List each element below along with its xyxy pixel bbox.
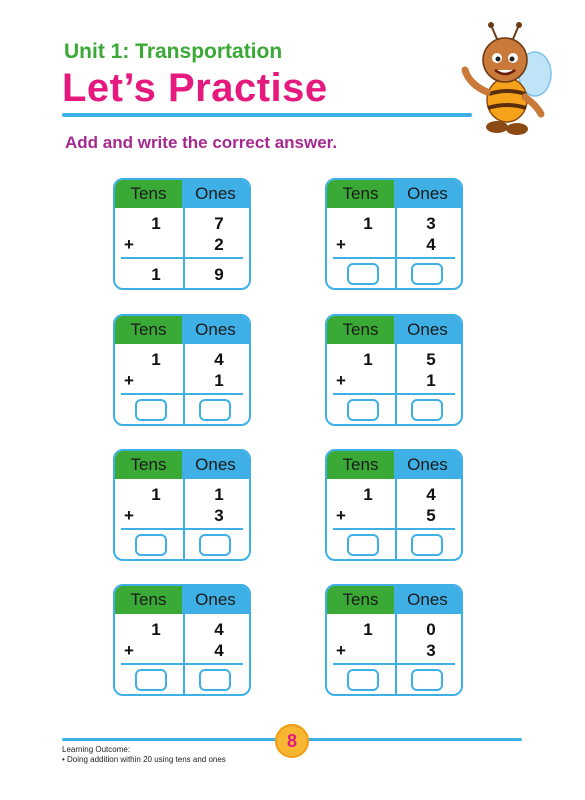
card-header: [115, 180, 249, 208]
card-header: [327, 586, 461, 614]
sum-line: [333, 393, 455, 395]
tens-header: Tens: [115, 180, 182, 208]
tens-header: Tens: [327, 451, 394, 479]
column-divider: [395, 208, 397, 290]
learning-outcome-item: • Doing addition within 20 using tens and ones: [62, 755, 226, 764]
answer-tens-box[interactable]: [347, 263, 379, 285]
addend-ones: 4: [426, 485, 436, 504]
answer-ones-box[interactable]: [199, 534, 231, 556]
plus-sign: +: [124, 371, 134, 390]
bee-mascot-icon: [455, 22, 555, 137]
ones-header: Ones: [182, 316, 249, 344]
title-divider: [62, 113, 472, 117]
ones-header: Ones: [182, 586, 249, 614]
addend-ones: 4: [214, 350, 224, 369]
ones-header: Ones: [394, 180, 461, 208]
sum-line: [333, 528, 455, 530]
tens-header: Tens: [115, 316, 182, 344]
plus-sign: +: [124, 506, 134, 525]
addend-tens: 1: [363, 620, 373, 639]
column-divider: [395, 479, 397, 561]
sum-line: [333, 663, 455, 665]
addend2-ones: 1: [426, 371, 436, 390]
tens-header: Tens: [327, 586, 394, 614]
addend-tens: 1: [151, 620, 161, 639]
answer-tens: 1: [151, 265, 161, 284]
addition-card: [113, 314, 251, 426]
column-divider: [183, 614, 185, 696]
addend2-ones: 5: [426, 506, 436, 525]
sum-line: [121, 393, 243, 395]
addition-card: [325, 584, 463, 696]
answer-ones-box[interactable]: [411, 669, 443, 691]
answer-tens-box[interactable]: [347, 534, 379, 556]
addend-tens: 1: [151, 350, 161, 369]
sum-line: [121, 663, 243, 665]
answer-ones-box[interactable]: [411, 263, 443, 285]
card-header: [115, 586, 249, 614]
answer-tens-box[interactable]: [347, 399, 379, 421]
addition-card: [113, 178, 251, 290]
answer-tens-box[interactable]: [135, 534, 167, 556]
tens-header: Tens: [327, 316, 394, 344]
addend2-ones: 4: [426, 235, 436, 254]
plus-sign: +: [124, 641, 134, 660]
card-header: [327, 180, 461, 208]
ones-header: Ones: [394, 316, 461, 344]
card-header: [115, 316, 249, 344]
card-header: [327, 316, 461, 344]
addend-ones: 5: [426, 350, 436, 369]
page-title: Let’s Practise: [62, 66, 328, 110]
answer-tens-box[interactable]: [135, 399, 167, 421]
plus-sign: +: [336, 235, 346, 254]
addition-card: [113, 584, 251, 696]
answer-ones-box[interactable]: [199, 669, 231, 691]
addend-ones: 4: [214, 620, 224, 639]
unit-title: Unit 1: Transportation: [64, 40, 283, 63]
addend-tens: 1: [363, 350, 373, 369]
plus-sign: +: [336, 371, 346, 390]
column-divider: [183, 479, 185, 561]
sum-line: [333, 257, 455, 259]
ones-header: Ones: [182, 180, 249, 208]
instruction: Add and write the correct answer.: [65, 133, 338, 152]
tens-header: Tens: [115, 451, 182, 479]
answer-ones-box[interactable]: [411, 399, 443, 421]
ones-header: Ones: [182, 451, 249, 479]
column-divider: [395, 614, 397, 696]
ones-header: Ones: [394, 586, 461, 614]
addend-tens: 1: [363, 485, 373, 504]
addition-card: [325, 178, 463, 290]
addend2-ones: 4: [214, 641, 224, 660]
addition-card: [325, 314, 463, 426]
addend-ones: 3: [426, 214, 436, 233]
answer-ones-box[interactable]: [199, 399, 231, 421]
tens-header: Tens: [327, 180, 394, 208]
addend2-ones: 3: [214, 506, 224, 525]
card-header: [327, 451, 461, 479]
addend-ones: 7: [214, 214, 224, 233]
page-number: 8: [275, 724, 309, 758]
learning-outcome-label: Learning Outcome:: [62, 745, 131, 754]
addition-card: [325, 449, 463, 561]
answer-ones-box[interactable]: [411, 534, 443, 556]
addend2-ones: 1: [214, 371, 224, 390]
column-divider: [395, 344, 397, 426]
ones-header: Ones: [394, 451, 461, 479]
sum-line: [121, 528, 243, 530]
card-header: [115, 451, 249, 479]
addend-tens: 1: [151, 485, 161, 504]
addend-tens: 1: [151, 214, 161, 233]
addend-ones: 1: [214, 485, 224, 504]
column-divider: [183, 344, 185, 426]
answer-tens-box[interactable]: [135, 669, 167, 691]
sum-line: [121, 257, 243, 259]
addition-card: [113, 449, 251, 561]
addend2-ones: 3: [426, 641, 436, 660]
answer-ones: 9: [214, 265, 224, 284]
plus-sign: +: [124, 235, 134, 254]
plus-sign: +: [336, 641, 346, 660]
addend-tens: 1: [363, 214, 373, 233]
addend-ones: 0: [426, 620, 436, 639]
addend2-ones: 2: [214, 235, 224, 254]
column-divider: [183, 208, 185, 290]
tens-header: Tens: [115, 586, 182, 614]
answer-tens-box[interactable]: [347, 669, 379, 691]
plus-sign: +: [336, 506, 346, 525]
